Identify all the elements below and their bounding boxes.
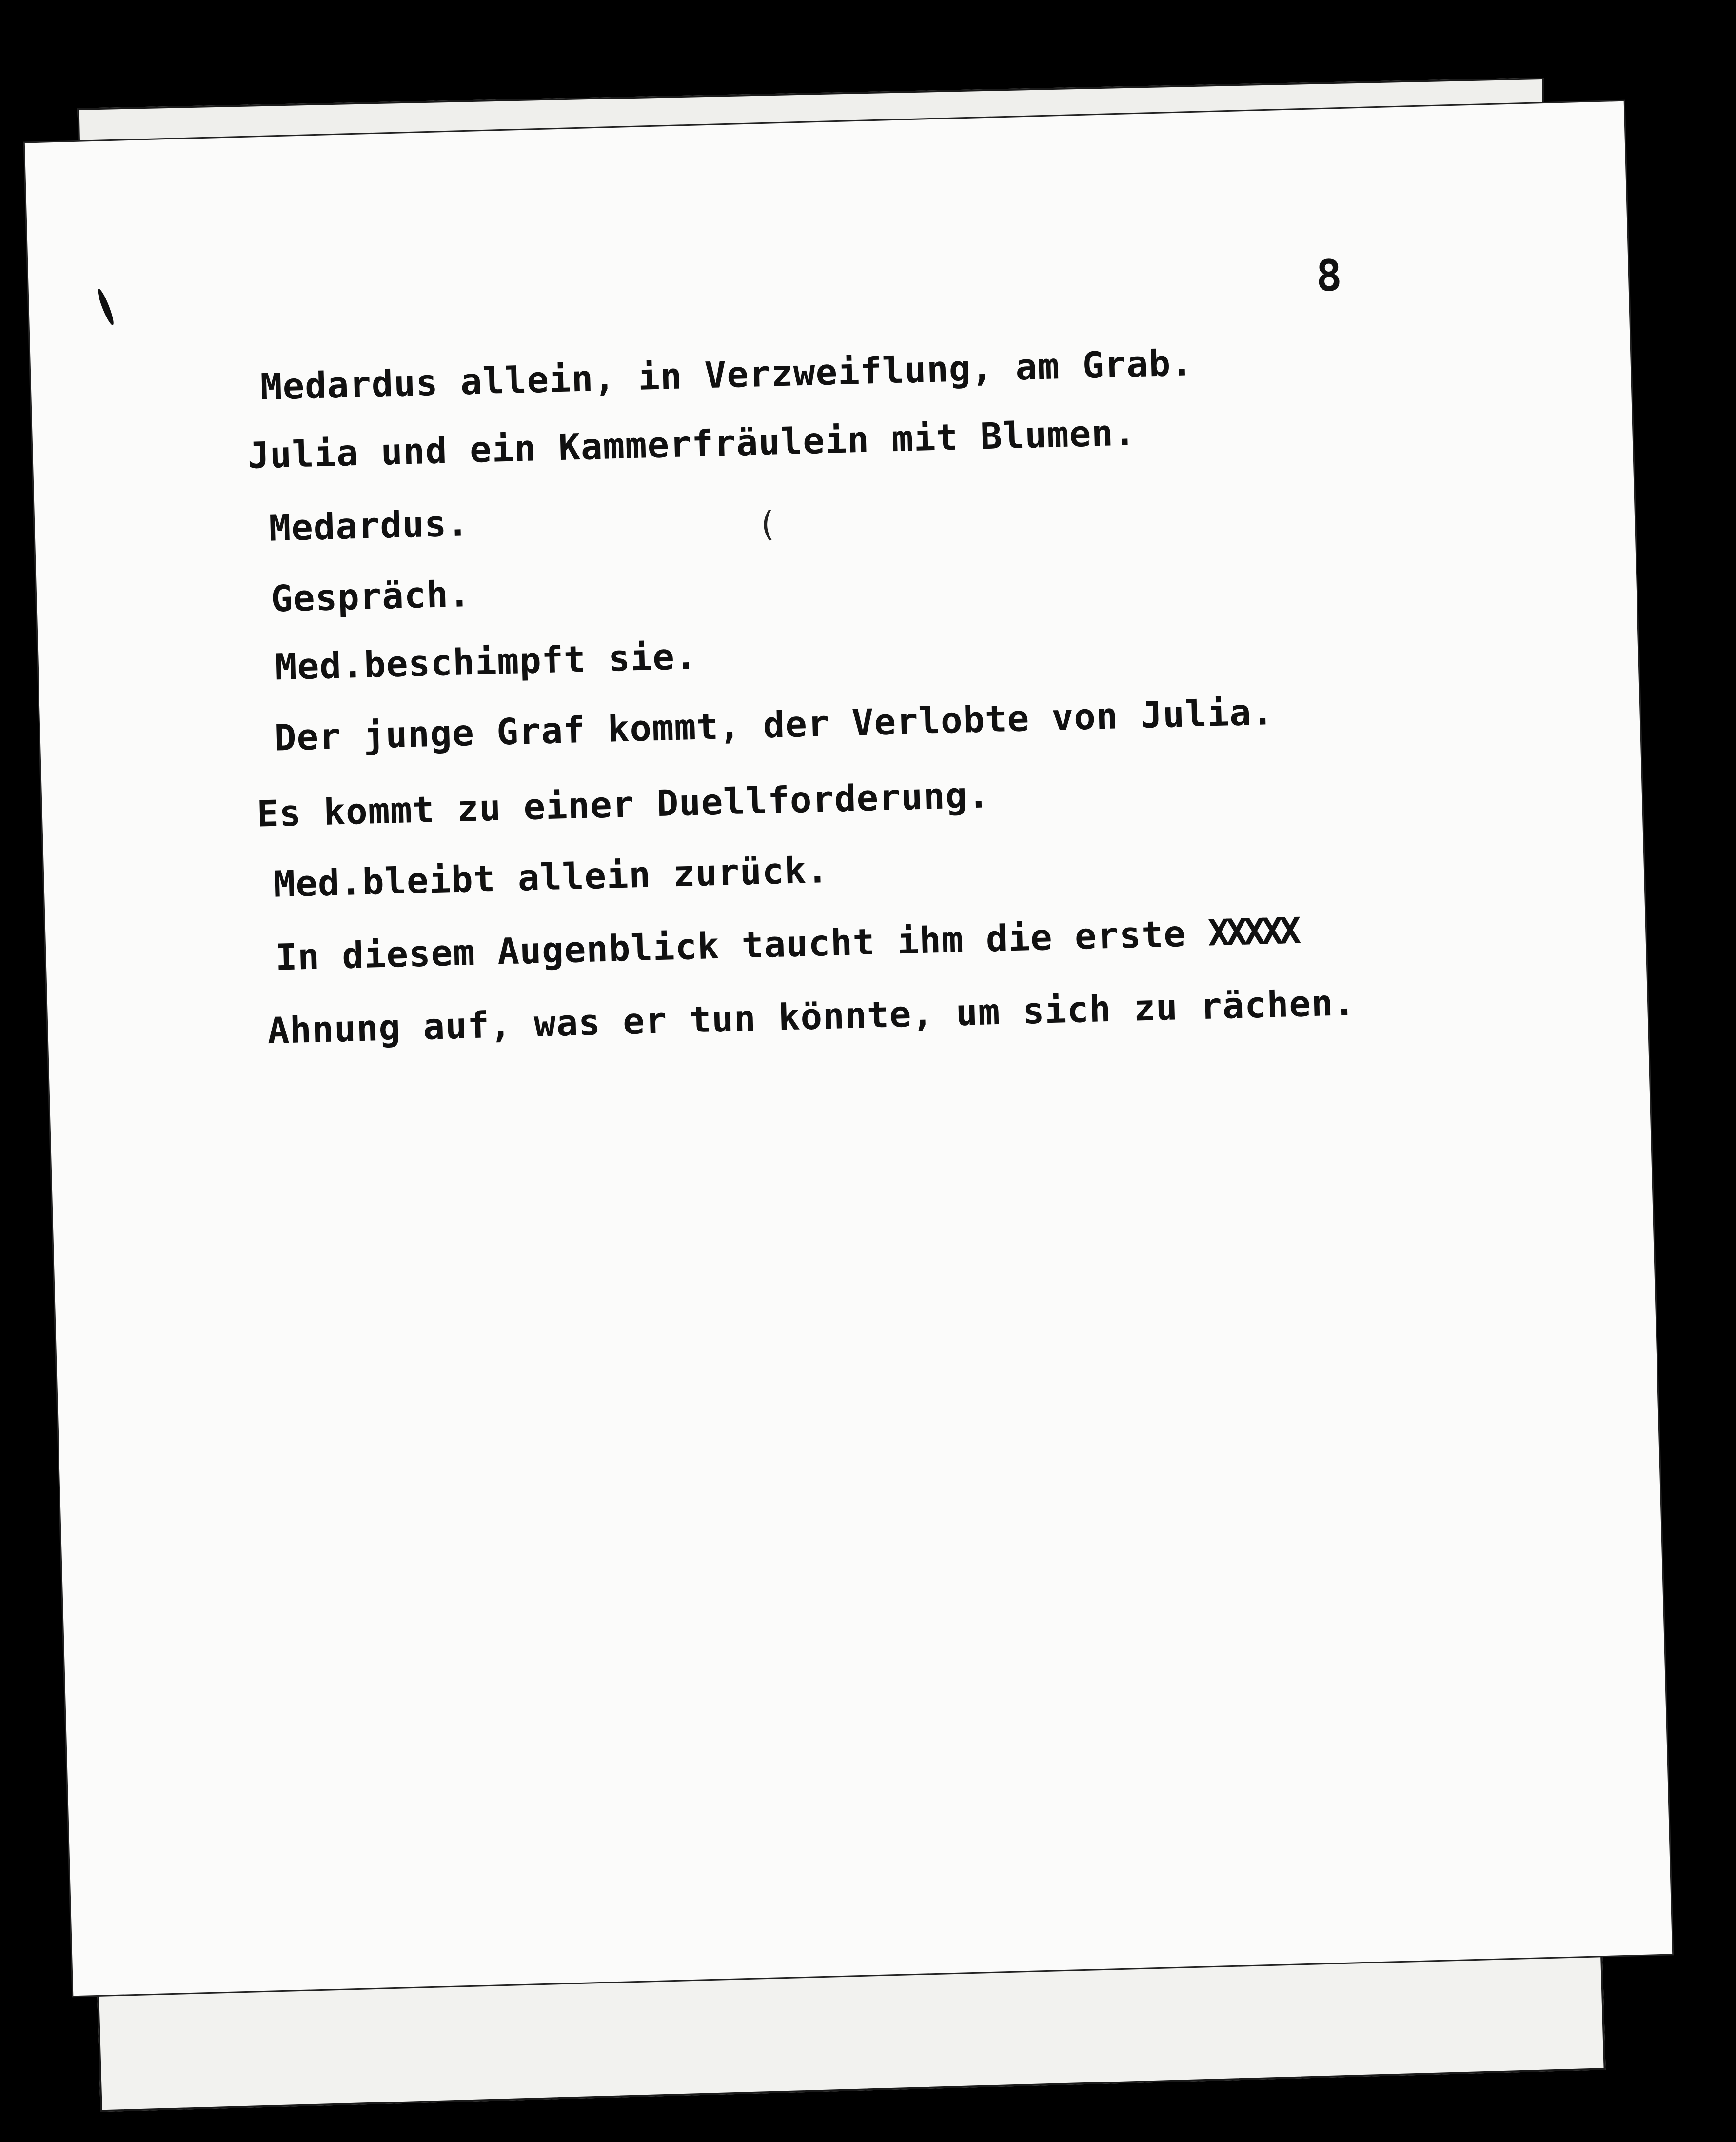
page-number: 8 (1315, 250, 1343, 301)
text-line-with-strikeout (275, 910, 1298, 979)
text-line: Med.bleibt allein zurück. (273, 849, 829, 906)
text-line: Med.beschimpft sie. (275, 635, 698, 689)
text-line-part: In diesem Augenblick taucht ihm die erste (275, 912, 1186, 979)
text-line: Medardus allein, in Verzweiflung, am Grab. (259, 342, 1194, 409)
text-line: Gespräch. (270, 573, 472, 620)
text-line: Medardus. (268, 502, 470, 550)
text-line: Julia und ein Kammerfräulein mit Blumen. (247, 412, 1137, 477)
stray-ink-mark: ( (756, 504, 778, 545)
document-page (25, 101, 1672, 1996)
struck-out-word: XXXXX (1207, 910, 1298, 954)
typed-text-body (25, 101, 1672, 1996)
text-line: Der junge Graf kommt, der Verlobte von Julia. (274, 691, 1275, 759)
text-line: Es kommt zu einer Duellforderung. (256, 774, 990, 835)
text-line: Ahnung auf, was er tun könnte, um sich zu rächen. (267, 981, 1357, 1052)
